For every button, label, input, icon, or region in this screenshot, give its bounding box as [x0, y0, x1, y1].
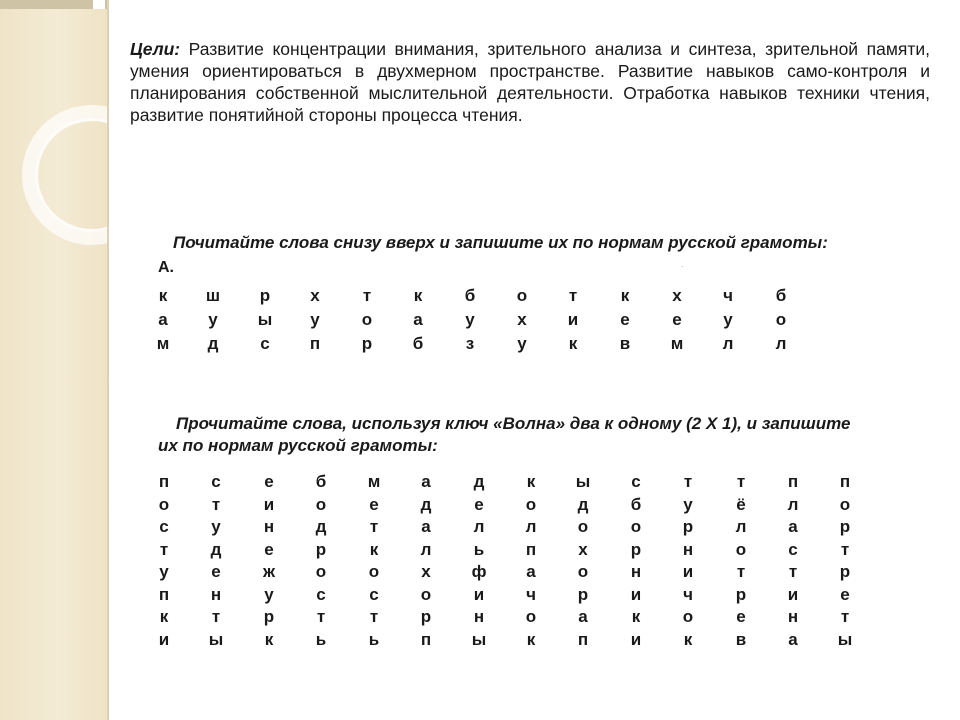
grid-letter: к	[620, 286, 630, 305]
grid-letter: м	[367, 472, 381, 491]
task-a-instruction: Почитайте слова снизу вверх и запишите их по нормам русской грамоты:	[173, 233, 828, 252]
grid-letter: о	[577, 517, 589, 536]
grid-letter: т	[736, 562, 746, 581]
grid-letter: у	[208, 310, 218, 329]
sidebar-top-tab	[0, 0, 107, 9]
grid-letter: а	[421, 517, 431, 536]
grid-letter: о	[682, 607, 694, 626]
grid-letter: д	[420, 494, 432, 514]
grid-letter: т	[840, 607, 850, 626]
grid-letter: д	[577, 494, 589, 514]
grid-letter: а	[526, 562, 536, 581]
grid-letter: ь	[473, 539, 485, 559]
grid-letter: с	[159, 517, 169, 536]
grid-letter: у	[310, 310, 320, 329]
grid-letter: р	[630, 539, 642, 559]
decorative-sidebar	[0, 0, 107, 720]
grid-letter: е	[211, 562, 221, 581]
grid-letter: х	[578, 539, 588, 559]
grid-letter: у	[211, 517, 221, 536]
grid-letter: ф	[471, 562, 487, 581]
grid-letter: и	[630, 629, 642, 649]
grid-letter: у	[723, 310, 733, 329]
grid-letter: а	[578, 607, 588, 626]
grid-letter: м	[670, 334, 684, 353]
grid-letter: ч	[683, 584, 693, 604]
grid-letter: т	[211, 494, 221, 514]
grid-letter: б	[412, 334, 424, 353]
grid-letter: о	[516, 286, 528, 305]
grid-letter: ч	[723, 286, 733, 305]
task-b-instruction-line2: их по нормам русской грамоты:	[158, 436, 438, 455]
grid-letter: р	[315, 539, 327, 559]
task-a-label: А.	[158, 259, 174, 276]
grid-letter: т	[369, 607, 379, 626]
grid-letter: о	[420, 584, 432, 604]
grid-letter: к	[159, 607, 169, 626]
grid-letter: о	[525, 607, 537, 626]
grid-letter: к	[568, 334, 578, 353]
grid-letter: к	[413, 286, 423, 305]
grid-letter: н	[263, 517, 275, 536]
grid-letter: п	[839, 472, 851, 491]
grid-letter: д	[210, 539, 222, 559]
grid-letter: т	[211, 607, 221, 626]
grid-letter: п	[158, 584, 170, 604]
grid-letter: ы	[575, 472, 591, 491]
grid-letter: ы	[471, 629, 487, 649]
grid-letter: ь	[368, 629, 380, 649]
grid-letter: н	[787, 607, 799, 626]
grid-letter: к	[369, 539, 379, 559]
grid-letter: о	[315, 494, 327, 514]
goals-paragraph	[130, 38, 930, 126]
grid-letter: л	[525, 517, 537, 536]
grid-letter: а	[158, 310, 168, 329]
grid-letter: е	[620, 310, 630, 329]
grid-letter: л	[420, 539, 432, 559]
sidebar-divider	[107, 0, 109, 720]
grid-letter: н	[210, 584, 222, 604]
grid-letter: е	[264, 472, 274, 491]
grid-letter: д	[207, 334, 219, 353]
grid-letter: е	[369, 494, 379, 514]
grid-letter: р	[839, 562, 851, 581]
grid-letter: а	[788, 629, 798, 649]
grid-letter: о	[368, 562, 380, 581]
grid-letter: п	[577, 629, 589, 649]
grid-letter: е	[264, 539, 274, 559]
grid-letter: л	[775, 334, 787, 353]
grid-letter: и	[158, 629, 170, 649]
grid-letter: у	[683, 494, 693, 514]
grid-letter: о	[525, 494, 537, 514]
grid-letter: т	[788, 562, 798, 581]
grid-letter: к	[526, 629, 536, 649]
grid-letter: ы	[208, 629, 224, 649]
grid-letter: о	[775, 310, 787, 329]
grid-letter: х	[421, 562, 431, 581]
grid-letter: п	[787, 472, 799, 491]
grid-letter: с	[788, 539, 798, 559]
grid-letter: е	[736, 607, 746, 626]
grid-letter: р	[577, 584, 589, 604]
grid-letter: л	[735, 517, 747, 536]
grid-letter: с	[316, 584, 326, 604]
grid-letter: р	[682, 517, 694, 536]
grid-letter: з	[465, 334, 475, 353]
grid-letter: е	[672, 310, 682, 329]
grid-letter: н	[682, 539, 694, 559]
grid-letter: ы	[257, 310, 273, 329]
grid-letter: а	[421, 472, 431, 491]
grid-letter: ш	[205, 286, 221, 305]
grid-letter: р	[839, 517, 851, 536]
grid-letter: о	[630, 517, 642, 536]
grid-letter: и	[630, 584, 642, 604]
grid-letter: в	[619, 334, 631, 353]
grid-letter: н	[630, 562, 642, 581]
grid-letter: с	[211, 472, 221, 491]
grid-letter: л	[787, 494, 799, 514]
grid-letter: ы	[837, 629, 853, 649]
grid-letter: к	[264, 629, 274, 649]
goals-label: Цели:	[130, 39, 181, 59]
grid-letter: б	[775, 286, 787, 305]
grid-letter: к	[683, 629, 693, 649]
grid-letter: о	[315, 562, 327, 581]
grid-letter: и	[682, 562, 694, 581]
grid-letter: т	[568, 286, 578, 305]
sidebar-notch	[93, 0, 105, 9]
grid-letter: т	[369, 517, 379, 536]
grid-letter: р	[735, 584, 747, 604]
grid-letter: л	[473, 517, 485, 536]
grid-letter: л	[722, 334, 734, 353]
grid-letter: о	[361, 310, 373, 329]
grid-letter: к	[158, 286, 168, 305]
grid-letter: и	[473, 584, 485, 604]
grid-letter: т	[316, 607, 326, 626]
grid-letter: п	[158, 472, 170, 491]
grid-letter: д	[473, 472, 485, 491]
grid-letter: и	[263, 494, 275, 514]
grid-letter: е	[474, 494, 484, 514]
grid-letter: р	[361, 334, 373, 353]
grid-letter: р	[263, 607, 275, 626]
stray-dot: ·	[681, 262, 684, 271]
grid-letter: а	[788, 517, 798, 536]
grid-letter: м	[156, 334, 170, 353]
grid-letter: у	[159, 562, 169, 581]
grid-letter: п	[420, 629, 432, 649]
grid-letter: ё	[736, 494, 746, 514]
grid-letter: т	[840, 539, 850, 559]
grid-letter: п	[309, 334, 321, 353]
grid-letter: ж	[262, 562, 276, 581]
grid-letter: о	[839, 494, 851, 514]
grid-letter: х	[310, 286, 320, 305]
grid-letter: т	[362, 286, 372, 305]
grid-letter: к	[526, 472, 536, 491]
grid-letter: о	[577, 562, 589, 581]
grid-letter: р	[420, 607, 432, 626]
goals-text: Развитие концентрации внимания, зрительного анализа и синтеза, зрительной памяти, умения ориентироваться в двухмерном пространстве. Развитие навыков само-контроля и планирования собственной мыслительной деятельности. Отработка навыков техники чтения, развитие понятийной стороны процесса чтения.	[130, 39, 930, 125]
grid-letter: у	[465, 310, 475, 329]
grid-letter: с	[631, 472, 641, 491]
grid-letter: б	[315, 472, 327, 491]
grid-letter: о	[158, 494, 170, 514]
grid-letter: е	[840, 584, 850, 604]
grid-letter: в	[735, 629, 747, 649]
grid-letter: у	[517, 334, 527, 353]
grid-letter: б	[464, 286, 476, 305]
grid-letter: д	[315, 517, 327, 536]
task-b-instruction-line1: Прочитайте слова, используя ключ «Волна» два к одному (2 Х 1), и запишите	[176, 414, 851, 433]
grid-letter: б	[630, 494, 642, 514]
grid-letter: х	[672, 286, 682, 305]
grid-letter: у	[264, 584, 274, 604]
grid-letter: с	[369, 584, 379, 604]
grid-letter: т	[683, 472, 693, 491]
grid-letter: о	[735, 539, 747, 559]
grid-letter: с	[260, 334, 270, 353]
grid-letter: к	[631, 607, 641, 626]
grid-letter: р	[259, 286, 271, 305]
grid-letter: и	[567, 310, 579, 329]
grid-letter: ч	[526, 584, 536, 604]
grid-letter: т	[736, 472, 746, 491]
grid-letter: т	[159, 539, 169, 559]
grid-letter: и	[787, 584, 799, 604]
grid-letter: н	[473, 607, 485, 626]
grid-letter: а	[413, 310, 423, 329]
grid-letter: х	[517, 310, 527, 329]
grid-letter: ь	[315, 629, 327, 649]
grid-letter: п	[525, 539, 537, 559]
